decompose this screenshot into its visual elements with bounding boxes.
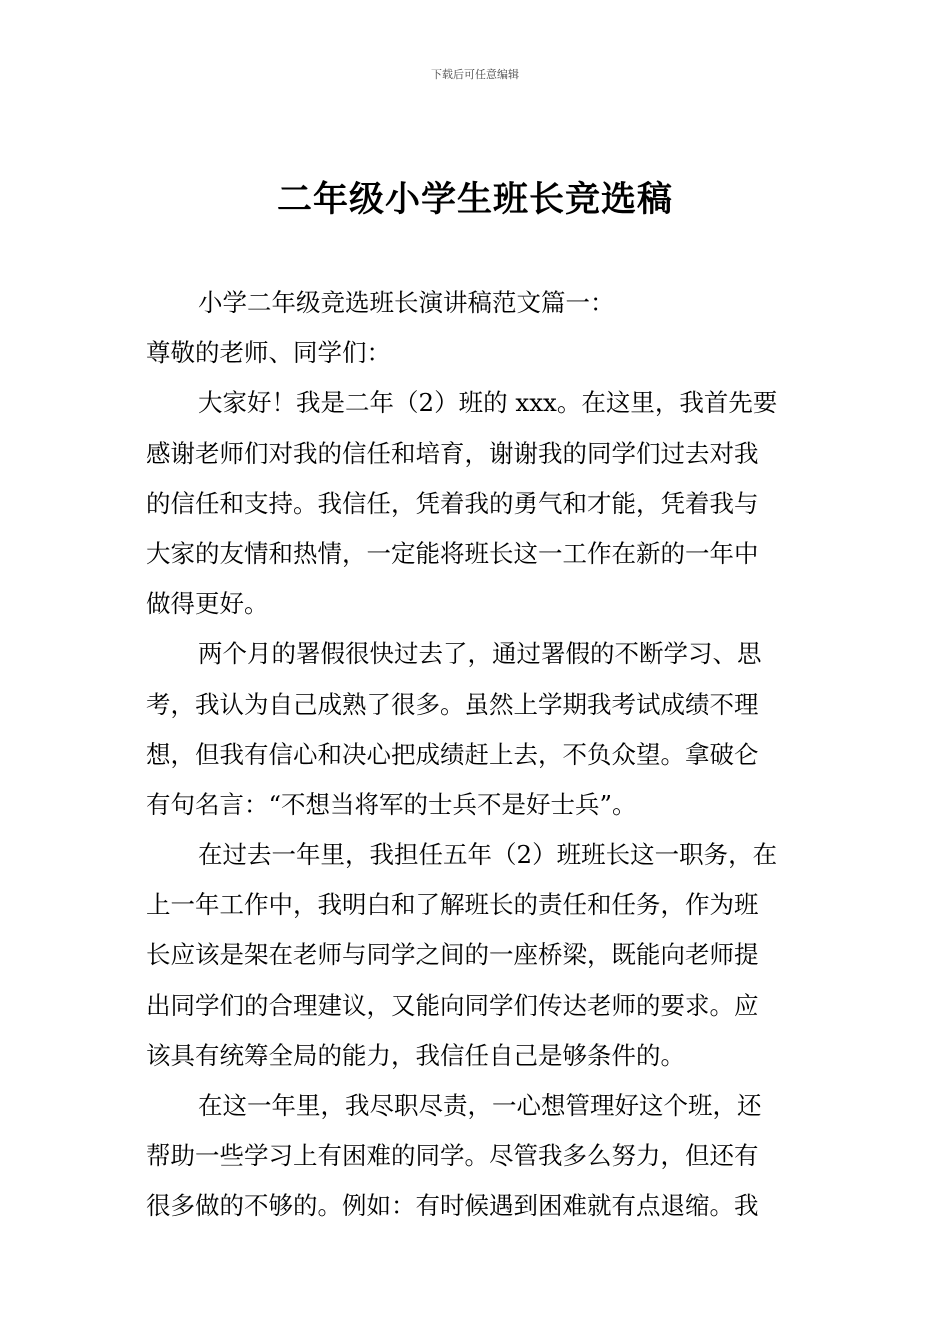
header-note: 下载后可任意编辑 [431, 68, 519, 81]
text-line: 很多做的不够的。例如：有时候遇到困难就有点退缩。我 [146, 1191, 759, 1221]
text-line: 两个月的署假很快过去了，通过署假的不断学习、思 [198, 639, 762, 669]
document-body [146, 278, 808, 1232]
text-line: 有句名言：“不想当将军的士兵不是好士兵”。 [146, 789, 637, 819]
text-line: 长应该是架在老师与同学之间的一座桥梁，既能向老师提 [146, 940, 759, 970]
text-line: 做得更好。 [146, 589, 269, 619]
text-line: 帮助一些学习上有困难的同学。尽管我多么努力，但还有 [146, 1141, 759, 1171]
text-line: 上一年工作中，我明白和了解班长的责任和任务，作为班 [146, 890, 759, 920]
text-line: 尊敬的老师、同学们： [146, 338, 391, 368]
text-line: 考，我认为自己成熟了很多。虽然上学期我考试成绩不理 [146, 689, 759, 719]
text-line: 小学二年级竞选班长演讲稿范文篇一： [198, 288, 615, 317]
text-line: 大家好！我是二年（2）班的 xxx。在这里，我首先要 [198, 388, 778, 418]
text-line: 想，但我有信心和决心把成绩赶上去，不负众望。拿破仑 [146, 739, 759, 769]
text-line: 出同学们的合理建议，又能向同学们传达老师的要求。应 [146, 990, 759, 1020]
text-line: 在这一年里，我尽职尽责，一心想管理好这个班，还 [198, 1091, 762, 1120]
text-line: 该具有统筹全局的能力，我信任自己是够条件的。 [146, 1040, 685, 1070]
text-line: 的信任和支持。我信任，凭着我的勇气和才能，凭着我与 [146, 488, 759, 518]
document-title: 二年级小学生班长竞选稿 [276, 180, 673, 220]
text-line: 在过去一年里，我担任五年（2）班班长这一职务，在 [198, 840, 778, 870]
text-line: 大家的友情和热情，一定能将班长这一工作在新的一年中 [146, 538, 759, 568]
text-line: 感谢老师们对我的信任和培育，谢谢我的同学们过去对我 [146, 438, 759, 468]
